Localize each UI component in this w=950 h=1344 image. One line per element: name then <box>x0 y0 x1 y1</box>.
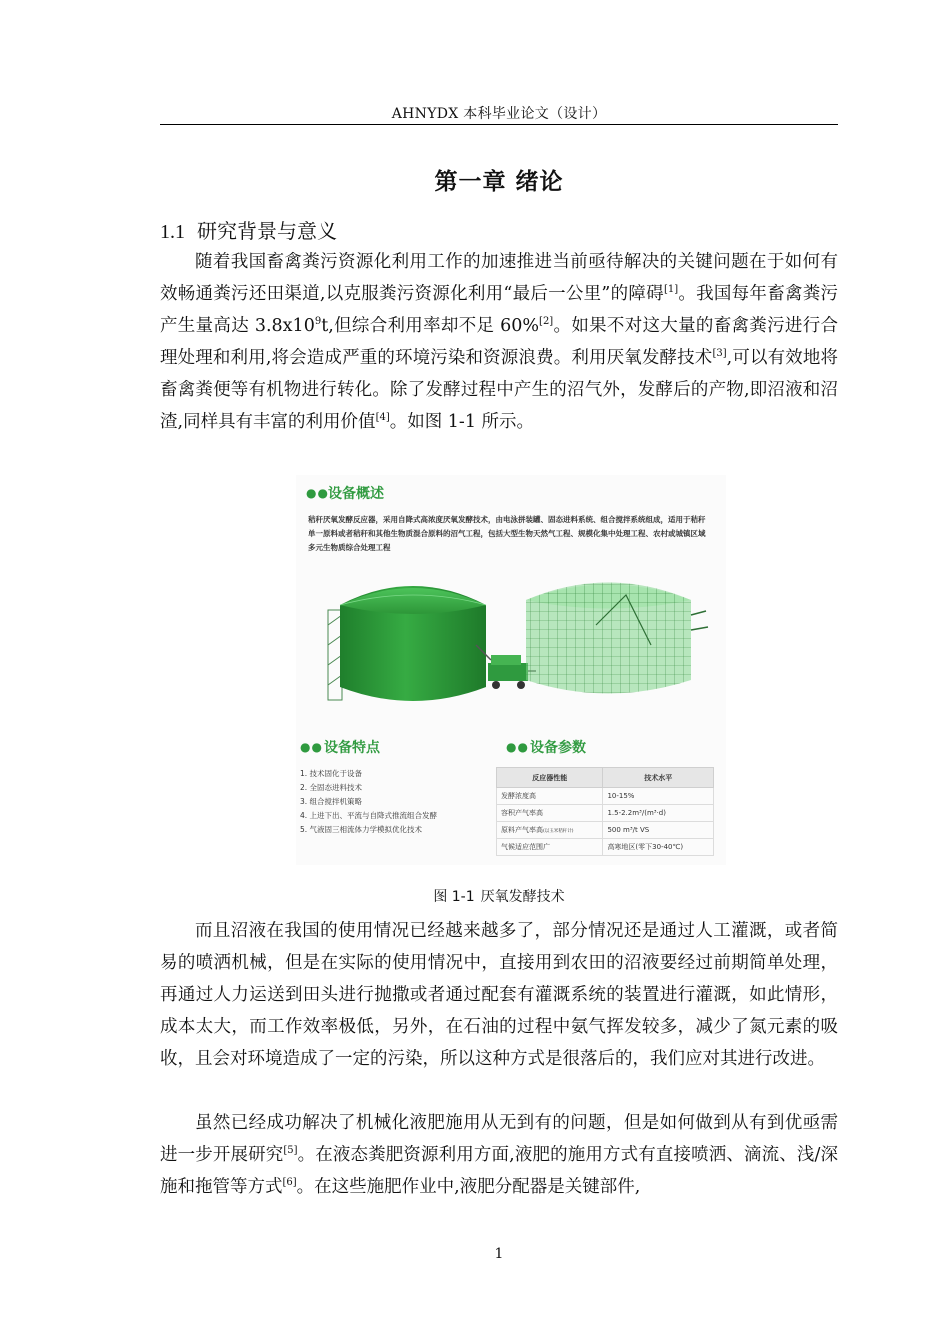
p1-text-2: 。我国每年畜禽粪污产生量高达 3.8x10 <box>160 284 838 336</box>
table-cell: 500 m³/t VS <box>603 822 714 839</box>
table-row <box>497 822 714 839</box>
bullet-dots-icon: ●● <box>506 740 529 754</box>
table-cell: 容积产气率高 <box>497 805 603 822</box>
params-table <box>496 767 714 856</box>
p3-text-1: 虽然已经成功解决了机械化液肥施用从无到有的问题，但是如何做到从有到优亟需进一步开展研究 <box>160 1113 838 1165</box>
exponent: 9 <box>314 316 322 328</box>
figure-anaerobic-digester <box>296 475 726 865</box>
p1-text-4: 。如果不对这大量的畜禽粪污进行合理处理和利用,将会造成严重的环境污染和资源浪费。利用厌氧发酵技术 <box>160 316 838 368</box>
citation-1: [1] <box>663 284 679 296</box>
p1-text-3: t,但综合利用率却不足 60% <box>321 316 540 336</box>
figure-caption <box>160 886 838 906</box>
figure-number: 图 1-1 <box>433 889 475 905</box>
figure-caption-text: 厌氧发酵技术 <box>480 889 565 905</box>
param-note: (以玉米秸秆计) <box>543 829 574 834</box>
table-cell: 1.5-2.2m³/(m³·d) <box>603 805 714 822</box>
citation-6: [6] <box>282 1177 297 1189</box>
overview-title: 设备概述 <box>328 486 384 502</box>
overview-text: 秸秆厌氧发酵反应器，采用自降式高浓度厌氧发酵技术，由电泳拼装罐、固态进料系统、组合搅拌系统组成，适用于秸秆单一原料或者秸秆和其他生物质混合原料的沼气工程，包括大型生物天然气工程、规模化集中处理工程、农村或城镇区域多元生物质综合处理工程 <box>308 515 706 552</box>
citation-5: [5] <box>283 1145 298 1157</box>
section-heading <box>160 215 337 244</box>
table-header-cell: 技术水平 <box>603 768 714 788</box>
p3-text-2: 。在液态粪肥资源利用方面,液肥的施用方式有直接喷洒、滴流、浅/深施和拖管等方式 <box>160 1145 838 1197</box>
table-cell <box>497 822 603 839</box>
p3-text-3: 。在这些施肥作业中,液肥分配器是关键部件, <box>296 1177 641 1197</box>
p1-text-5: ,可以有效地将畜禽粪便等有机物进行转化。除了发酵过程中产生的沼气外，发酵后的产物,即沼液和沼渣,同样具有丰富的利用价值 <box>160 348 839 432</box>
page-number: 1 <box>494 1246 504 1262</box>
paragraph-1 <box>160 246 838 438</box>
paragraph-3 <box>160 1107 838 1203</box>
params-title: 设备参数 <box>530 740 586 756</box>
right-tank <box>526 583 708 694</box>
features-list <box>300 767 490 837</box>
feature-item: 5. 气液固三相流体力学模拟优化技术 <box>300 825 423 834</box>
paragraph-2: 而且沼液在我国的使用情况已经越来越多了，部分情况还是通过人工灌溉，或者简易的喷洒机械，但是在实际的使用情况中，直接用到农田的沼液要经过前期简单处理，再通过人力运送到田头进行抛撒或者通过配套有灌溉系统的装置进行灌溉，如此情形，成本太大，而工作效率极低，另外，在石油的过程中氨气挥发较多，减少了氮元素的吸收，且会对环境造成了一定的污染，所以这种方式是很落后的，我们应对其进行改进。 <box>160 921 838 1069</box>
bullet-dots-icon: ●● <box>300 740 323 754</box>
feature-item: 1. 技术固化于设备 <box>300 769 363 778</box>
left-tank <box>328 586 486 701</box>
table-cell: 发酵浓度高 <box>497 788 603 805</box>
p1-text-1: 随着我国畜禽粪污资源化利用工作的加速推进当前亟待解决的关键问题在于如何有效畅通粪污还田渠道,以克服粪污资源化利用“最后一公里”的障碍 <box>160 252 838 304</box>
param-label: 原料产气率高 <box>501 826 543 834</box>
feature-item: 4. 上进下出、平流与自降式推流组合发酵 <box>300 811 438 820</box>
header-rule <box>160 124 838 125</box>
feature-item: 2. 全固态进料技术 <box>300 783 363 792</box>
table-header-cell: 反应器性能 <box>497 768 603 788</box>
table-row <box>497 839 714 856</box>
section-title: 研究背景与意义 <box>197 219 337 243</box>
citation-3: [3] <box>712 348 727 360</box>
table-cell: 气候适应范围广 <box>497 839 603 856</box>
features-title: 设备特点 <box>324 740 380 756</box>
section-number: 1.1 <box>160 221 185 243</box>
table-row <box>497 805 714 822</box>
citation-4: [4] <box>375 412 390 424</box>
feature-item: 3. 组合搅拌机策略 <box>300 797 363 806</box>
chapter-title: 第一章 绪论 <box>434 169 564 195</box>
bullet-dots-icon: ●● <box>306 486 329 500</box>
table-row <box>497 788 714 805</box>
table-cell: 高寒地区(零下30-40℃) <box>603 839 714 856</box>
table-header-row <box>497 768 714 788</box>
table-cell: 10-15% <box>603 788 714 805</box>
p1-text-6: 。如图 1-1 所示。 <box>389 412 535 432</box>
citation-2: [2] <box>539 316 554 328</box>
running-header: AHNYDX 本科毕业论文（设计） <box>391 106 607 122</box>
